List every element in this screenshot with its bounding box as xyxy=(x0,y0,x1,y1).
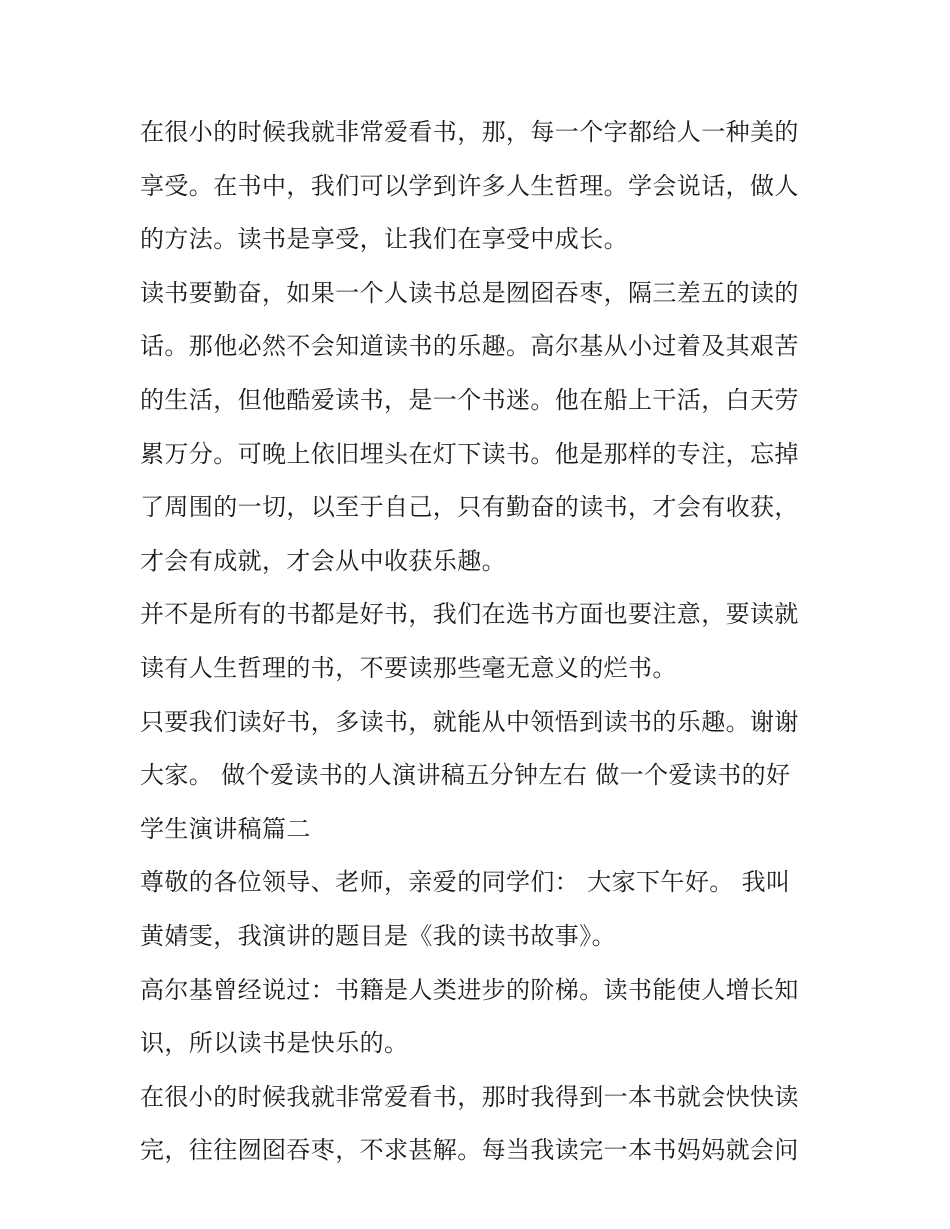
text-line: 学生演讲稿篇二 xyxy=(140,814,311,843)
text-line: 并不是所有的书都是好书，我们在选书方面也要注意，要读就 xyxy=(140,600,799,629)
text-line: 话。那他必然不会知道读书的乐趣。高尔基从小过着及其艰苦 xyxy=(140,332,799,361)
text-line: 的方法。读书是享受，让我们在享受中成长。 xyxy=(140,225,628,254)
paragraph-7 xyxy=(140,1071,820,1178)
paragraph-3 xyxy=(140,588,820,695)
paragraph-1 xyxy=(140,106,820,267)
text-line: 的生活，但他酷爱读书，是一个书迷。他在船上干活，白天劳 xyxy=(140,385,799,414)
text-line: 在很小的时候我就非常爱看书，那，每一个字都给人一种美的 xyxy=(140,118,799,146)
text-line: 读有人生哲理的书，不要读那些毫无意义的烂书。 xyxy=(140,653,677,682)
text-line: 完，往往囫囵吞枣，不求甚解。每当我读完一本书妈妈就会问 xyxy=(140,1136,799,1165)
text-line: 识，所以读书是快乐的。 xyxy=(140,1029,409,1058)
text-line: 大家。 做个爱读书的人演讲稿五分钟左右 做一个爱读书的好 xyxy=(140,761,791,790)
text-line: 读书要勤奋，如果一个人读书总是囫囵吞枣，隔三差五的读的 xyxy=(140,278,799,307)
text-line: 黄婧雯，我演讲的题目是《我的读书故事》。 xyxy=(140,921,616,950)
paragraph-6 xyxy=(140,964,820,1071)
text-line: 高尔基曾经说过：书籍是人类进步的阶梯。读书能使人增长知 xyxy=(140,975,799,1004)
paragraph-4 xyxy=(140,696,820,857)
text-line: 累万分。可晚上依旧埋头在灯下读书。他是那样的专注，忘掉 xyxy=(140,439,799,468)
paragraph-2 xyxy=(140,267,820,589)
text-line: 只要我们读好书，多读书，就能从中领悟到读书的乐趣。谢谢 xyxy=(140,707,799,736)
paragraph-5 xyxy=(140,856,820,963)
text-line: 了周围的一切，以至于自己，只有勤奋的读书，才会有收获， xyxy=(140,493,799,522)
text-line: 尊敬的各位领导、老师，亲爱的同学们： 大家下午好。 我叫 xyxy=(140,868,791,897)
document-body xyxy=(140,106,820,1178)
text-line: 享受。在书中，我们可以学到许多人生哲理。学会说话，做人 xyxy=(140,171,799,200)
text-line: 在很小的时候我就非常爱看书，那时我得到一本书就会快快读 xyxy=(140,1082,799,1111)
text-line: 才会有成就，才会从中收获乐趣。 xyxy=(140,546,506,575)
